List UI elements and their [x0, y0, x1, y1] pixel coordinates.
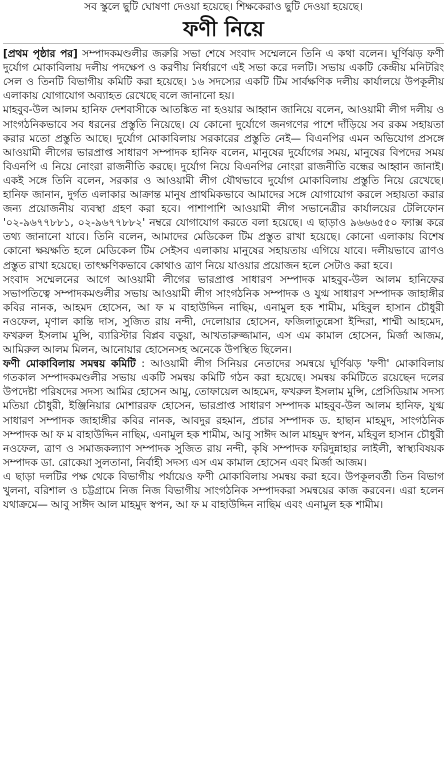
paragraph-continuation [3, 47, 444, 103]
paragraph-text: সম্পাদকমণ্ডলীর জরুরি সভা শেষে সংবাদ সম্মেলনে তিনি এ কথা বলেন। ঘূর্ণিঝড় ফণী দুর্যোগ মোকাবিলায় দলীয় পদক্ষেপ ও করণীয় নির্ধারণে এই সভা করে দলটি। সভায় একটি কেন্দ্রীয় মনিটরিং সেল ও তিনটি বিভাগীয় কমিটি করা হয়েছে। ১৬ সদস্যের একটি টিম সার্বক্ষণিক দলীয় কার্যালয়ে উপকূলীয় এলাকায় যোগাযোগ অব্যাহত রেখেছে বলে জানানো হয়। [3, 48, 444, 103]
headline: ফণী নিয়ে [3, 15, 444, 44]
previous-article-tail: সব স্কুলে ছুটি ঘোষণা দেওয়া হয়েছে। শিক্ষকেরাও ছুটি দেওয়া হয়েছে। [84, 1, 363, 13]
paragraph-text: সংবাদ সম্মেলনের আগে আওয়ামী লীগের ভারপ্রাপ্ত সাধারণ সম্পাদক মাহবুব-উল আলম হানিফের সভাপতিত্বে সম্পাদকমণ্ডলীর সভায় আওয়ামী লীগ সাংগঠনিক সম্পাদক ও যুগ্ম সাধারণ সম্পাদক জাহাঙ্গীর কবির নানক, আহমদ হোসেন, আ ফ ম বাহাউদ্দিন নাছিম, এনামুল হক শামীম, মহিবুল হাসান চৌধুরী নওফেল, মৃণাল কান্তি দাস, সুজিত রায় নন্দী, দেলোয়ার হোসেন, ফজিলাতুন্নেসা ইন্দিরা, শাম্মী আহমেদ, ফখরুল ইসলাম মুন্সি, ব্যারিস্টার বিপ্লব বড়ুয়া, আখতারুজ্জামান, এস এম কামাল হোসেন, মির্জা আজম, আমিরুল আলম মিলন, আনোয়ার হোসেনসহ অনেকে উপস্থিত ছিলেন। [3, 273, 444, 357]
paragraph-attendees [3, 273, 444, 358]
continuation-tag: [প্রথম পৃষ্ঠার পর] [3, 48, 78, 61]
paragraph-divisional [3, 470, 444, 512]
paragraph-text: : আওয়ামী লীগ সিনিয়র নেতাদের সমন্বয়ে ঘূর্ণিঝড় 'ফণী' মোকাবিলায় গতকাল সম্পাদকমণ্ডলীর সভায় একটি সমন্বয় কমিটি গঠন করা হয়েছে। সমন্বয় কমিটিতে রয়েছেন দলের উপদেষ্টা পরিষদের সদস্য আমির হোসেন আমু, তোফায়েল আহমেদ, ফখরুল ইসলাম মুন্সি, প্রেসিডিয়াম সদস্য মতিয়া চৌধুরী, ইঞ্জিনিয়ার মোশাররফ হোসেন, ভারপ্রাপ্ত সাধারণ সম্পাদক মাহবুব-উল আলম হানিফ, যুগ্ম সাধারণ সম্পাদক জাহাঙ্গীর কবির নানক, আবদুর রহমান, প্রচার সম্পাদক ড. হাছান মাহমুদ, সাংগঠনিক সম্পাদক আ ফ ম বাহাউদ্দিন নাছিম, এনামুল হক শামীম, আবু সাঈদ আল মাহমুদ স্বপন, মহিবুল হাসান চৌধুরী নওফেল, ত্রাণ ও সমাজকল্যাণ সম্পাদক সুজিত রায় নন্দী, কৃষি সম্পাদক ফরিদুন্নাহার লাইলী, স্বাস্থ্যবিষয়ক সম্পাদক ডা. রোকেয়া সুলতানা, নির্বাহী সদস্য এস এম কামাল হোসেন এবং মির্জা আজম। [3, 358, 445, 469]
paragraph-text: এ ছাড়া দলটির পক্ষ থেকে বিভাগীয় পর্যায়েও ফণী মোকাবিলায় সমন্বয় করা হবে। উপকূলবর্তী তিন বিভাগ খুলনা, বরিশাল ও চট্টগ্রামে নিজ নিজ বিভাগীয় সাংগঠনিক সম্পাদকরা সমন্বয়ের কাজ করবেন। এরা হলেন যথাক্রমে— আবু সাঈদ আল মাহমুদ স্বপন, আ ফ ম বাহাউদ্দিন নাছিম এবং এনামুল হক শামীম। [3, 470, 444, 512]
paragraph-text: মাহবুব-উল আলম হানিফ দেশবাসীকে আতঙ্কিত না হওয়ার আহ্বান জানিয়ে বলেন, আওয়ামী লীগ দলীয় ও সাংগঠনিকভাবে সব ধরনের প্রস্তুতি নিয়েছে। যে কোনো দুর্যোগে জনগণের পাশে দাঁড়িয়ে সব রকম সহায়তা করার মতো প্রস্তুতি আছে। দুর্যোগ মোকাবিলায় সরকারের প্রস্তুতি নেই— বিএনপির এমন অভিযোগ প্রসঙ্গে আওয়ামী লীগের ভারপ্রাপ্ত সাধারণ সম্পাদক হানিফ বলেন, মানুষের দুর্যোগের সময়, মানুষের বিপদের সময় বিএনপি এ নিয়ে নোংরা রাজনীতি করছে। দুর্যোগ নিয়ে বিএনপির নোংরা রাজনীতি বন্ধের আহ্বান জানাই। একই সঙ্গে তিনি বলেন, সরকার ও আওয়ামী লীগ যৌথভাবে দুর্যোগ মোকাবিলায় প্রস্তুতি নিয়ে রেখেছে। হানিফ জানান, দুর্গত এলাকার আক্রান্ত মানুষ প্রাথমিকভাবে আমাদের সঙ্গে যোগাযোগ করলে সহায়তা করার জন্য প্রয়োজনীয় ব্যবস্থা গ্রহণ করা হবে। পাশাপাশি আওয়ামী লীগ সভানেত্রীর কার্যালয়ের টেলিফোন '০২-৯৬৭৭৮৮১, ০২-৯৬৭৭৮৮২' নম্বরে যোগাযোগ করতে বলা হয়েছে। এ ছাড়াও ৯৬৬৬৫৫০ ফ্যাক্স করে তথ্য জানানো যাবে। তিনি বলেন, আমাদের মেডিকেল টিম প্রস্তুত রাখা হয়েছে। কোনো এলাকায় বিশেষ কোনো ক্ষয়ক্ষতি হলে মেডিকেল টিম সেইসব এলাকায় মানুষের সহায়তায় এগিয়ে যাবে। দলীয়ভাবে ত্রাণও প্রস্তুত রাখা হয়েছে। তাৎক্ষণিকভাবে কোথাও ত্রাণ নিয়ে যাওয়ার প্রয়োজন হলে সেটাও করা হবে। [3, 104, 444, 272]
paragraph-hanif-statement [3, 103, 444, 272]
paragraph-coordination-committee [3, 357, 444, 470]
subheading: ফণী মোকাবিলায় সমন্বয় কমিটি [3, 358, 136, 371]
